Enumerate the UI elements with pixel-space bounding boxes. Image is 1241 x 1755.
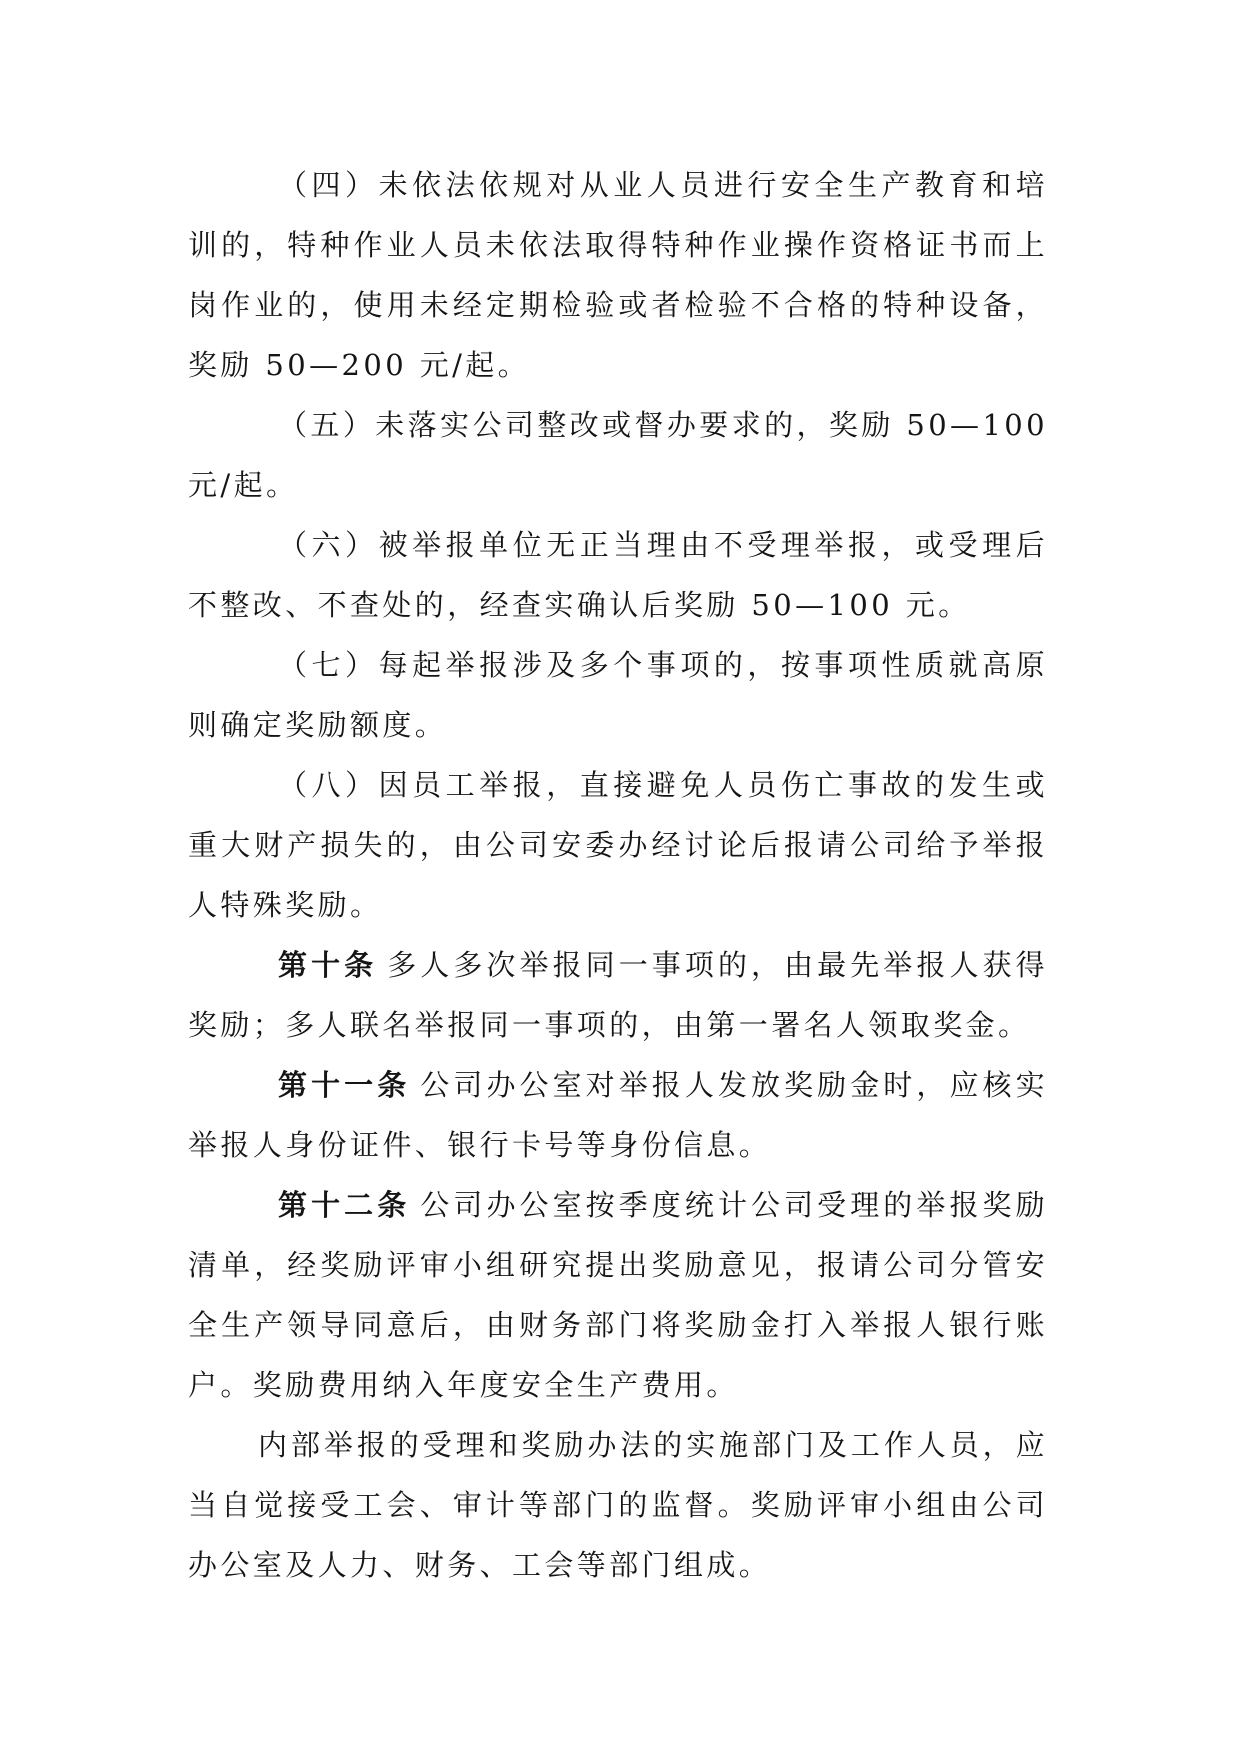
clause-7: （七）每起举报涉及多个事项的，按事项性质就高原则确定奖励额度。 [188, 648, 1048, 742]
clause-5: （五）未落实公司整改或督办要求的，奖励 50—100 元/起。 [188, 408, 1048, 502]
article-10 [188, 935, 1048, 1055]
article-12-body: 公司办公室按季度统计公司受理的举报奖励清单，经奖励评审小组研究提出奖励意见，报请公司分管安全生产领导同意后，由财务部门将奖励金打入举报人银行账户。奖励费用纳入年度安全生产费用。 [188, 1188, 1048, 1402]
article-11-body: 公司办公室对举报人发放奖励金时，应核实举报人身份证件、银行卡号等身份信息。 [188, 1068, 1048, 1162]
article-12 [188, 1175, 1048, 1415]
clause-6: （六）被举报单位无正当理由不受理举报，或受理后不整改、不查处的，经查实确认后奖励 50—100 元。 [188, 528, 1048, 622]
closing-paragraph: 内部举报的受理和奖励办法的实施部门及工作人员，应当自觉接受工会、审计等部门的监督。奖励评审小组由公司办公室及人力、财务、工会等部门组成。 [188, 1428, 1048, 1582]
clause-4: （四）未依法依规对从业人员进行安全生产教育和培训的，特种作业人员未依法取得特种作业操作资格证书而上岗作业的，使用未经定期检验或者检验不合格的特种设备，奖励 50—200 元/起。 [188, 168, 1048, 382]
article-10-title: 第十条 [278, 948, 378, 982]
article-11 [188, 1055, 1048, 1175]
article-11-title: 第十一条 [278, 1068, 411, 1102]
article-10-body: 多人多次举报同一事项的，由最先举报人获得奖励；多人联名举报同一事项的，由第一署名人领取奖金。 [188, 948, 1048, 1042]
clause-8: （八）因员工举报，直接避免人员伤亡事故的发生或重大财产损失的，由公司安委办经讨论后报请公司给予举报人特殊奖励。 [188, 768, 1048, 922]
article-12-title: 第十二条 [278, 1188, 411, 1222]
